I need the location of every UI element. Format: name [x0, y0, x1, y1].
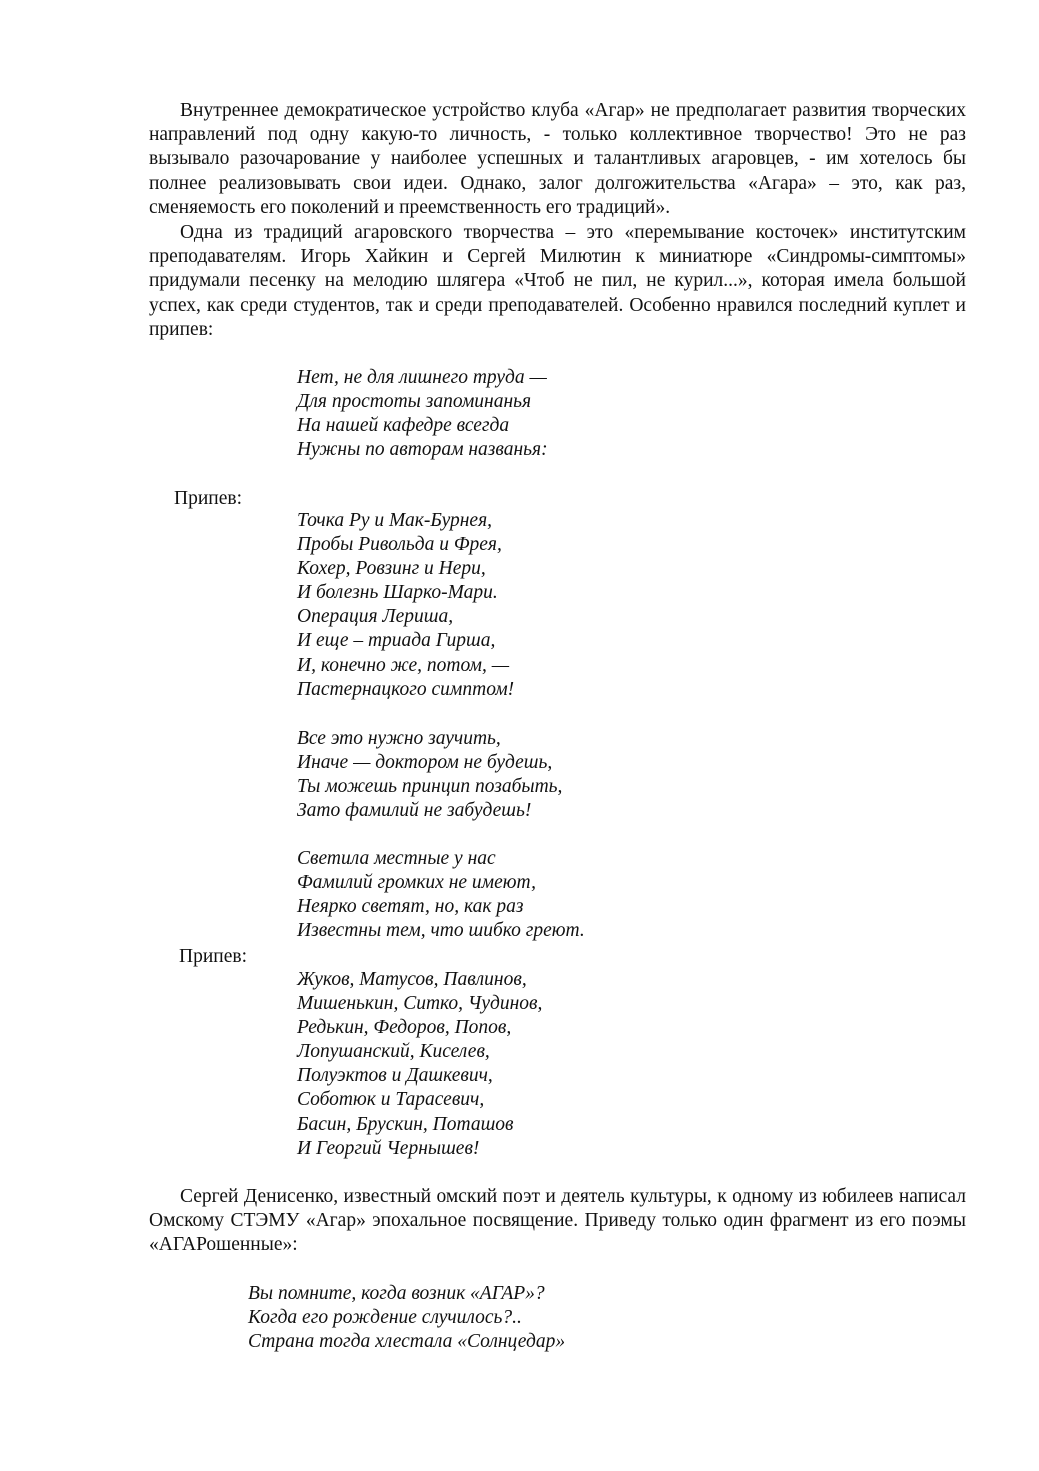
verse-line: Светила местные у нас: [297, 848, 496, 869]
song-chorus-2: [297, 968, 542, 1161]
verse-line: И, конечно же, потом, —: [297, 654, 510, 676]
verse-line: Иначе — доктором не будешь,: [297, 752, 553, 774]
verse-line: Операция Лериша,: [297, 606, 454, 628]
poem-line: Вы помните, когда возник «АГАР»?: [248, 1283, 545, 1304]
paragraph-denisenko: Сергей Денисенко, известный омский поэт и деятель культуры, к одному из юбилеев написал Омскому СТЭМУ «Агар» эпохальное посвящение. Приведу только один фрагмент из его поэмы «АГАРошенные»:: [149, 1186, 966, 1256]
verse-line: Ты можешь принцип позабыть,: [297, 776, 563, 798]
verse-line: Точка Ру и Мак-Бурнея,: [297, 510, 493, 531]
verse-line: Басин, Брускин, Поташов: [297, 1113, 514, 1135]
verse-line: Неярко светят, но, как раз: [297, 896, 524, 918]
chorus-label: Припев:: [179, 946, 247, 967]
verse-line: Зато фамилий не забудешь!: [297, 800, 532, 822]
song-verse-3: [297, 847, 585, 943]
poem-line: Страна тогда хлестала «Солнцедар»: [248, 1331, 566, 1353]
verse-line: Полуэктов и Дашкевич,: [297, 1065, 493, 1087]
verse-line: И болезнь Шарко-Мари.: [297, 582, 498, 604]
song-verse-2: [297, 727, 562, 823]
song-chorus-1: [297, 509, 514, 702]
verse-line: И еще – триада Гирша,: [297, 630, 496, 652]
paragraph-agar-democracy: Внутреннее демократическое устройство клуба «Агар» не предполагает развития творческих направлений под одну какую-то личность, - только коллективное творчество! Это не раз вызывало разочарование у наиболее успешных и талантливых агаровцев, - им хотелось бы полнее реализовывать свои идеи. Однако, залог долгожительства «Агара» – это, как раз, сменяемость его поколений и преемственность его традиций».: [149, 100, 966, 218]
verse-line: Пробы Ривольда и Фрея,: [297, 534, 502, 556]
paragraph-agar-tradition: Одна из традиций агаровского творчества – это «перемывание косточек» институтским преподавателям. Игорь Хайкин и Сергей Милютин к миниатюре «Синдромы-симптомы» придумали песенку на мелодию шлягера «Чтоб не пил, не курил...», которая имела большой успех, как среди студентов, так и среди преподавателей. Особенно нравился последний куплет и припев:: [149, 222, 966, 340]
verse-line: Мишенькин, Ситко, Чудинов,: [297, 993, 543, 1015]
verse-line: Все это нужно заучить,: [297, 728, 501, 749]
verse-line: Соботюк и Тарасевич,: [297, 1089, 485, 1111]
verse-line: Кохер, Ровзинг и Нери,: [297, 558, 486, 580]
verse-line: Нужны по авторам названья:: [297, 439, 548, 461]
verse-line: И Георгий Чернышев!: [297, 1137, 480, 1159]
verse-line: Пастернацкого симптом!: [297, 678, 515, 700]
verse-line: Фамилий громких не имеют,: [297, 872, 536, 894]
verse-line: Редькин, Федоров, Попов,: [297, 1017, 512, 1039]
song-verse-1: [297, 366, 548, 462]
chorus-label: Припев:: [174, 488, 242, 509]
verse-line: Нет, не для лишнего труда —: [297, 367, 547, 388]
verse-line: Для простоты запоминанья: [297, 391, 532, 413]
verse-line: Лопушанский, Киселев,: [297, 1041, 490, 1063]
verse-line: На нашей кафедре всегда: [297, 415, 510, 437]
poem-fragment: [248, 1282, 565, 1354]
poem-line: Когда его рождение случилось?..: [248, 1307, 522, 1329]
verse-line: Известны тем, что шибко греют.: [297, 920, 585, 942]
verse-line: Жуков, Матусов, Павлинов,: [297, 969, 527, 990]
